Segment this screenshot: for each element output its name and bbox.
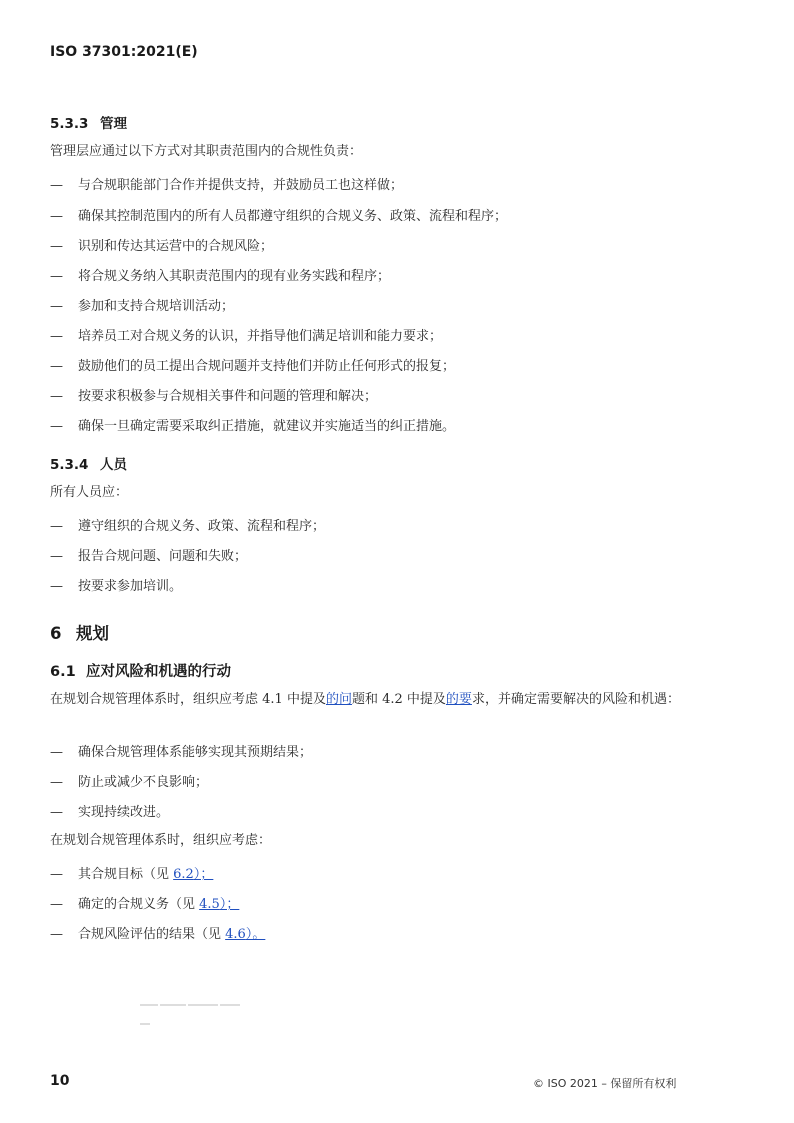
heading-6-1 bbox=[50, 660, 231, 681]
list-item: — 与合规职能部门合作并提供支持，并鼓励员工也这样做； bbox=[50, 178, 404, 193]
list-item: — 将合规义务纳入其职责范围内的现有业务实践和程序； bbox=[50, 269, 391, 284]
list-item: — 培养员工对合规义务的认识，并指导他们满足培训和能力要求； bbox=[50, 329, 443, 344]
heading-number: 6.1 bbox=[50, 664, 76, 680]
list-item: — 合规风险评估的结果（见 4.6）。 bbox=[50, 927, 266, 942]
list-item: — 实现持续改进。 bbox=[50, 805, 170, 820]
list-item: — 其合规目标（见 6.2）； bbox=[50, 867, 214, 882]
list-item: — 确保合规管理体系能够实现其预期结果； bbox=[50, 745, 313, 760]
section-6-1-paragraph: 在规划合规管理体系时，组织应考虑 4.1 中提及的问题和 4.2 中提及的要求，并确定需要解决的风险和机遇： bbox=[50, 692, 680, 707]
inline-link[interactable]: 的要 bbox=[445, 692, 472, 707]
list-item: — 防止或减少不良影响； bbox=[50, 775, 209, 790]
clause-link[interactable]: 6.2）； bbox=[173, 867, 214, 882]
heading-5-3-3 bbox=[50, 112, 127, 132]
heading-6 bbox=[50, 620, 109, 644]
inline-link[interactable]: 的问 bbox=[325, 692, 352, 707]
faint-artifact bbox=[140, 994, 252, 1000]
copyright-notice: © ISO 2021 – 保留所有权利 bbox=[533, 1077, 677, 1090]
list-item: — 识别和传达其运营中的合规风险； bbox=[50, 239, 274, 254]
section-5-3-3-intro: 管理层应通过以下方式对其职责范围内的合规性负责： bbox=[50, 144, 363, 159]
clause-link[interactable]: 4.6）。 bbox=[225, 927, 266, 942]
heading-title: 规划 bbox=[76, 624, 109, 643]
list-item: — 按要求积极参与合规相关事件和问题的管理和解决； bbox=[50, 389, 378, 404]
clause-link[interactable]: 4.5）； bbox=[199, 897, 240, 912]
list-item: — 遵守组织的合规义务、政策、流程和程序； bbox=[50, 519, 326, 534]
heading-number: 5.3.4 bbox=[50, 457, 89, 473]
section-5-3-4-intro: 所有人员应： bbox=[50, 485, 129, 500]
list-item: — 确保其控制范围内的所有人员都遵守组织的合规义务、政策、流程和程序； bbox=[50, 209, 508, 224]
list-item: — 参加和支持合规培训活动； bbox=[50, 299, 235, 314]
heading-number: 5.3.3 bbox=[50, 116, 89, 132]
heading-title: 应对风险和机遇的行动 bbox=[86, 664, 231, 680]
page-number: 10 bbox=[50, 1073, 70, 1089]
list-item: — 确定的合规义务（见 4.5）； bbox=[50, 897, 240, 912]
heading-title: 管理 bbox=[100, 116, 127, 132]
list-item: — 按要求参加培训。 bbox=[50, 579, 183, 594]
list-item: — 报告合规问题、问题和失败； bbox=[50, 549, 248, 564]
heading-title: 人员 bbox=[100, 457, 127, 473]
heading-number: 6 bbox=[50, 624, 62, 643]
section-6-1-intro2: 在规划合规管理体系时，组织应考虑： bbox=[50, 833, 272, 848]
heading-5-3-4 bbox=[50, 453, 127, 473]
standard-id: ISO 37301:2021(E) bbox=[50, 44, 198, 60]
list-item: — 鼓励他们的员工提出合规问题并支持他们并防止任何形式的报复； bbox=[50, 359, 456, 374]
list-item: — 确保一旦确定需要采取纠正措施，就建议并实施适当的纠正措施。 bbox=[50, 419, 456, 434]
